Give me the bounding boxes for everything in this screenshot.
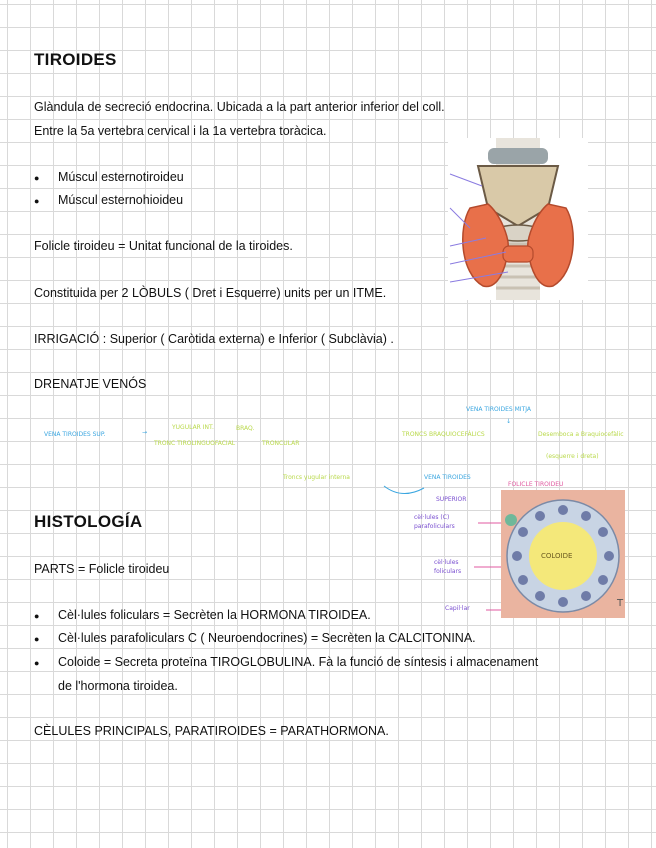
histology-item-3-cont: de l'hormona tiroidea. (58, 679, 178, 693)
note-curve (380, 484, 430, 498)
follicle-line: Folicle tiroideu = Unitat funcional de la tiroides. (34, 239, 293, 253)
note-yug-left: Troncs yugular interna (283, 474, 350, 481)
note-vena-sup: VENA TIROIDES SUP. (44, 431, 106, 438)
intro-line-2: Entre la 5a vertebra cervical i la 1a vertebra toràcica. (34, 124, 327, 138)
follicle-label-sup: SUPERIOR (436, 496, 467, 503)
follicle-diagram-title: FOLICLE TIROIDEU (508, 481, 564, 488)
note-right-1: Desemboca a Braquiocefàlic (538, 431, 624, 438)
muscle-item-2: ● Múscul esternohioideu (58, 193, 183, 207)
note-yugular-int: YUGULAR INT. (172, 424, 214, 431)
note-arrow-1: → (142, 429, 148, 436)
note-vena-tiroides-sub: TRONCULAR (262, 440, 300, 447)
intro-line-1: Glàndula de secreció endocrina. Ubicada a la part anterior inferior del coll. (34, 100, 445, 114)
note-right-2: (esquerre i dreta) (546, 453, 599, 460)
lobes-line: Constituida per 2 LÒBULS ( Dret i Esquerre) units per un ITME. (34, 286, 387, 300)
histology-item-2: ● Cèl·lules parafoliculars C ( Neuroendocrines) = Secrèten la CALCITONINA. (58, 631, 476, 645)
final-line: CÈLULES PRINCIPALS, PARATIROIDES = PARATHORMONA. (34, 724, 389, 738)
follicle-diagram (501, 490, 625, 618)
follicle-label-c: cèl·lules (C) parafoliculars (414, 514, 455, 530)
histology-item-3: ● Coloide = Secreta proteïna TIROGLOBULINA. Fà la funció de síntesis i almacenament (58, 655, 538, 669)
histology-item-1: ● Cèl·lules foliculars = Secrèten la HORMONA TIROIDEA. (58, 608, 371, 622)
note-vena-tiroides-bot: VENA TIROIDES (424, 474, 471, 481)
note-tronco-tiro: TRONC TIROLINGUOFACIAL (154, 440, 236, 447)
coloide-label: COLOIDE (541, 552, 573, 560)
edge-mark: T (617, 598, 624, 609)
follicle-label-cap: Capil·lar (445, 605, 470, 612)
muscle-item-1: ● Múscul esternotiroideu (58, 170, 184, 184)
thyroid-illustration (448, 138, 588, 300)
irrigation-line: IRRIGACIÓ : Superior ( Caròtida externa) e Inferior ( Subclàvia) . (34, 332, 394, 346)
parts-line: PARTS = Folicle tiroideu (34, 562, 170, 576)
note-arrow-down: ↓ (506, 418, 512, 425)
section-title-histologia: HISTOLOGÍA (34, 512, 143, 531)
note-braquio: BRAQ. (236, 425, 255, 432)
section-title-tiroides: TIROIDES (34, 50, 117, 69)
drainage-heading: DRENATJE VENÓS (34, 377, 147, 391)
follicle-label-fol: cèl·lules foliculars (434, 559, 462, 575)
note-vena-media: VENA TIROIDES MITJA (466, 406, 531, 413)
note-troncs: TRONCS BRAQUIOCEFÀLICS (402, 431, 485, 438)
